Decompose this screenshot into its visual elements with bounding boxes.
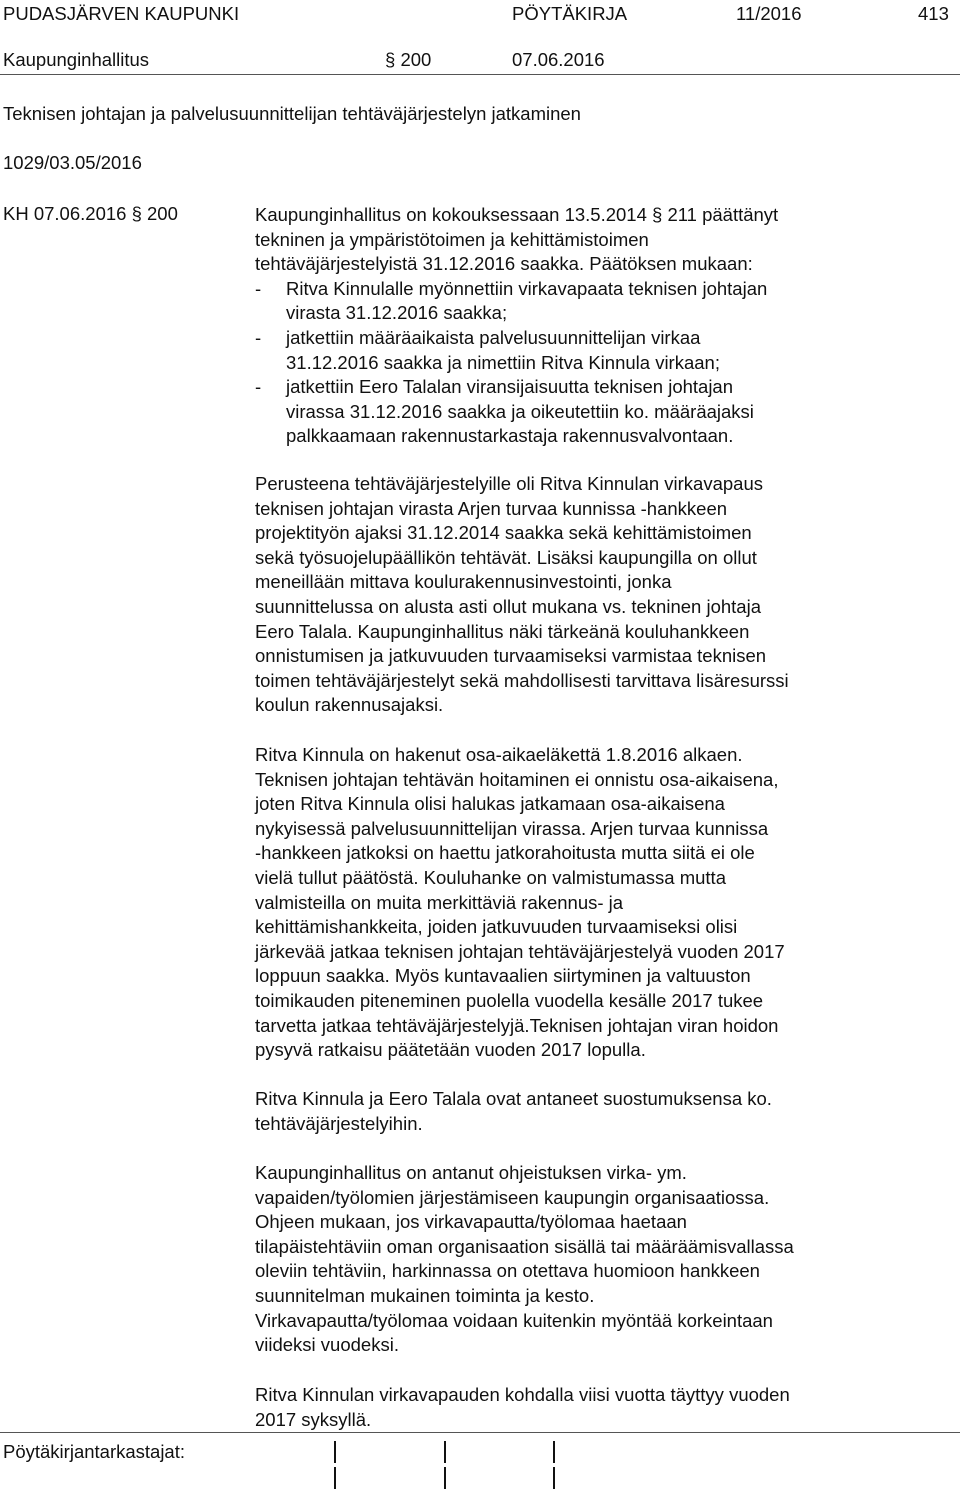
bullet-dash: - xyxy=(255,376,262,398)
text-line: viideksi vuodeksi. xyxy=(255,1334,399,1356)
text-line: toimen tehtäväjärjestelyt sekä mahdollisesti tarvittava lisäresurssi xyxy=(255,669,789,691)
text-line: Ritva Kinnula on hakenut osa-aikaeläkettä 1.8.2016 alkaen. xyxy=(255,744,743,765)
text-line: koulun rakennusajaksi. xyxy=(255,694,444,716)
meeting-body: Kaupunginhallitus xyxy=(3,49,150,70)
text-line: vielä tullut päätöstä. Kouluhanke on valmistumassa mutta xyxy=(255,866,726,888)
text-line: Ritva Kinnulan virkavapauden kohdalla viisi vuotta täyttyy vuoden xyxy=(255,1384,790,1405)
item-title: Teknisen johtajan ja palvelusuunnittelijan tehtäväjärjestelyn jatkaminen xyxy=(3,103,581,124)
text-line: joten Ritva Kinnula olisi halukas jatkamaan osa-aikaisena xyxy=(255,793,725,815)
text-line: Kaupunginhallitus on antanut ohjeistuksen virka- ym. xyxy=(255,1162,687,1183)
bullet-item xyxy=(255,375,955,449)
text-line: jatkettiin Eero Talalan viransijaisuutta teknisen johtajan xyxy=(286,376,734,398)
paragraph-onset xyxy=(255,743,955,1063)
text-line: Teknisen johtajan tehtävän hoitaminen ei onnistu osa-aikaisena, xyxy=(255,768,779,790)
minutes-checkers-label: Pöytäkirjantarkastajat: xyxy=(3,1441,186,1462)
text-line: 31.12.2016 saakka ja nimettiin Ritva Kinnula virkaan; xyxy=(286,351,720,373)
text-line: projektityön ajaksi 31.12.2014 saakka sekä kehittämistoimen xyxy=(255,522,752,544)
paragraph-conclusion xyxy=(255,1383,955,1432)
section-number xyxy=(385,49,431,71)
bullet-dash: - xyxy=(255,277,262,299)
text-line: järkevää jatkaa teknisen johtajan tehtäväjärjestelyä vuoden 2017 xyxy=(255,940,785,962)
text-line: vapaiden/työlomien järjestämiseen kaupungin organisaatiossa. xyxy=(255,1186,770,1208)
signature-field-divider xyxy=(334,1467,336,1489)
text-line: pysyvä ratkaisu päätetään vuoden 2017 lopulla. xyxy=(255,1039,646,1061)
text-line: tekninen ja ympäristötoimen ja kehittämistoimen xyxy=(255,228,649,250)
text-line: 2017 syksyllä. xyxy=(255,1408,372,1430)
text-line: tehtäväjärjestelyistä 31.12.2016 saakka. Päätöksen mukaan: xyxy=(255,253,753,275)
text-line: -hankkeen jatkoksi on haettu jatkorahoitusta mutta siitä ei ole xyxy=(255,842,755,864)
text-line: toimikauden piteneminen puolella vuodella kesälle 2017 tukee xyxy=(255,989,764,1011)
text-line: virasta 31.12.2016 saakka; xyxy=(286,302,508,324)
text-line: meneillään mittava koulurakennusinvestointi, jonka xyxy=(255,571,672,593)
text-line: loppuun saakka. Myös kuntavaalien siirtyminen ja valtuuston xyxy=(255,965,751,987)
text-line: Perusteena tehtäväjärjestelyille oli Ritva Kinnulan virkavapaus xyxy=(255,473,764,494)
text-line: valmisteilla on muita merkittäviä rakennus- ja xyxy=(255,891,624,913)
page-number: 413 xyxy=(918,3,949,24)
text-line: Ritva Kinnulalle myönnettiin virkavapaata teknisen johtajan xyxy=(286,277,768,299)
paragraph-guidelines xyxy=(255,1161,955,1358)
text-line: oleviin tehtäviin, harkinnassa on otettava huomioon hankkeen xyxy=(255,1260,760,1282)
text-line: Ritva Kinnula ja Eero Talala ovat antaneet suostumuksensa ko. xyxy=(255,1088,772,1109)
bullet-dash: - xyxy=(255,326,262,348)
signature-field-divider xyxy=(553,1467,555,1489)
text-line: suunnittelussa on alusta asti ollut mukana vs. tekninen johtaja xyxy=(255,595,761,617)
text-line: virassa 31.12.2016 saakka ja oikeutettiin ko. määräajaksi xyxy=(286,400,754,422)
text-line: tehtäväjärjestelyihin. xyxy=(255,1112,423,1134)
signature-field-divider xyxy=(553,1441,555,1463)
header-divider xyxy=(0,74,960,75)
text-line: teknisen johtajan virasta Arjen turvaa kunnissa -hankkeen xyxy=(255,497,728,519)
text-line: jatkettiin määräaikaista palvelusuunnittelijan virkaa xyxy=(286,326,701,348)
text-line: palkkaamaan rakennustarkastaja rakennusvalvontaan. xyxy=(286,425,734,447)
record-number: 1029/03.05/2016 xyxy=(3,152,142,173)
signature-field-divider xyxy=(444,1467,446,1489)
section-symbol: § xyxy=(385,49,396,70)
signature-field-divider xyxy=(334,1441,336,1463)
text-line: tilapäistehtäviin oman organisaation sisällä tai määräämisvallassa xyxy=(255,1235,794,1257)
signature-field-divider xyxy=(444,1441,446,1463)
text-line: nykyisessä palvelusuunnittelijan virassa. Arjen turvaa kunnissa xyxy=(255,817,769,839)
text-line: Kaupunginhallitus on kokouksessaan 13.5.2014 § 211 päättänyt xyxy=(255,204,779,225)
text-line: Virkavapautta/työlomaa voidaan kuitenkin myöntää korkeintaan xyxy=(255,1309,773,1331)
text-line: sekä työsuojelupäällikön tehtävät. Lisäksi kaupungilla on ollut xyxy=(255,546,757,568)
text-line: Ohjeen mukaan, jos virkavapautta/työlomaa haetaan xyxy=(255,1211,687,1233)
text-line: Eero Talala. Kaupunginhallitus näki tärkeänä kouluhankkeen xyxy=(255,620,750,642)
bullet-item xyxy=(255,326,955,375)
section-number-value: 200 xyxy=(400,49,432,70)
decision-reference: KH 07.06.2016 § 200 xyxy=(3,203,178,224)
paragraph-background xyxy=(255,472,955,718)
text-line: suunnitelman mukainen toiminta ja kesto. xyxy=(255,1284,595,1306)
text-line: tarvetta jatkaa tehtäväjärjestelyjä.Teknisen johtajan viran hoidon xyxy=(255,1014,779,1036)
meeting-date: 07.06.2016 xyxy=(512,49,605,70)
bullet-item xyxy=(255,277,955,326)
footer-divider xyxy=(0,1432,960,1433)
text-line: onnistumisen ja jatkuvuuden turvaamiseksi varmistaa teknisen xyxy=(255,645,767,667)
text-line: kehittämishankkeita, joiden jatkuvuuden turvaamiseksi olisi xyxy=(255,916,738,938)
municipality-name: PUDASJÄRVEN KAUPUNKI xyxy=(3,3,240,24)
document-number: 11/2016 xyxy=(736,3,802,24)
paragraph-consent xyxy=(255,1087,955,1136)
document-type: PÖYTÄKIRJA xyxy=(512,3,628,24)
paragraph-background xyxy=(255,203,955,449)
